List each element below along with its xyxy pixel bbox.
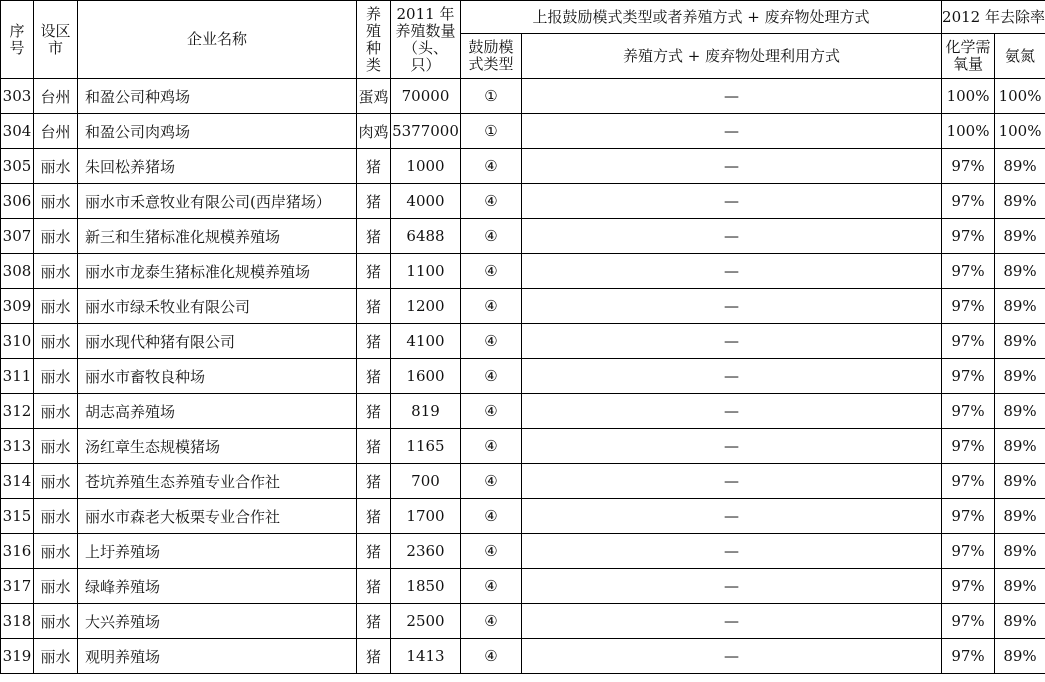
cell-mode: ①: [461, 79, 522, 114]
cell-cod: 97%: [942, 569, 995, 604]
cell-seq: 305: [1, 149, 34, 184]
cell-company: 丽水市森老大板栗专业合作社: [78, 499, 357, 534]
table-row: [1, 324, 1045, 359]
cell-mode: ④: [461, 499, 522, 534]
cell-mode: ①: [461, 114, 522, 149]
cell-seq: 317: [1, 569, 34, 604]
cell-method: —: [522, 149, 942, 184]
cell-cod: 97%: [942, 359, 995, 394]
cell-cod: 97%: [942, 604, 995, 639]
cell-city: 丽水: [34, 254, 78, 289]
cell-species: 猪: [357, 499, 391, 534]
cell-cod: 97%: [942, 184, 995, 219]
cell-method: —: [522, 324, 942, 359]
cell-nh3: 89%: [995, 429, 1045, 464]
cell-method: —: [522, 184, 942, 219]
cell-count: 819: [391, 394, 461, 429]
cell-seq: 312: [1, 394, 34, 429]
cell-count: 2500: [391, 604, 461, 639]
table-row: [1, 499, 1045, 534]
cell-company: 和盈公司种鸡场: [78, 79, 357, 114]
cell-mode: ④: [461, 534, 522, 569]
cell-count: 1200: [391, 289, 461, 324]
cell-mode: ④: [461, 219, 522, 254]
cell-cod: 97%: [942, 394, 995, 429]
cell-cod: 100%: [942, 114, 995, 149]
cell-species: 蛋鸡: [357, 79, 391, 114]
cell-species: 猪: [357, 219, 391, 254]
cell-nh3: 89%: [995, 359, 1045, 394]
cell-nh3: 89%: [995, 639, 1045, 674]
cell-city: 台州: [34, 114, 78, 149]
table-row: [1, 149, 1045, 184]
cell-cod: 97%: [942, 639, 995, 674]
table-row: [1, 359, 1045, 394]
cell-company: 胡志高养殖场: [78, 394, 357, 429]
cell-nh3: 89%: [995, 499, 1045, 534]
cell-method: —: [522, 79, 942, 114]
cell-company: 上圩养殖场: [78, 534, 357, 569]
cell-species: 猪: [357, 639, 391, 674]
cell-city: 丽水: [34, 394, 78, 429]
cell-count: 1165: [391, 429, 461, 464]
cell-cod: 97%: [942, 324, 995, 359]
cell-mode: ④: [461, 569, 522, 604]
cell-seq: 319: [1, 639, 34, 674]
cell-nh3: 89%: [995, 604, 1045, 639]
cell-nh3: 89%: [995, 534, 1045, 569]
cell-nh3: 89%: [995, 289, 1045, 324]
cell-species: 猪: [357, 569, 391, 604]
cell-seq: 310: [1, 324, 34, 359]
cell-city: 丽水: [34, 569, 78, 604]
cell-company: 丽水市绿禾牧业有限公司: [78, 289, 357, 324]
header-mode-type: 鼓励模式类型: [461, 34, 522, 79]
table-row: [1, 219, 1045, 254]
cell-cod: 97%: [942, 219, 995, 254]
table-row: [1, 184, 1045, 219]
cell-nh3: 89%: [995, 184, 1045, 219]
cell-mode: ④: [461, 604, 522, 639]
cell-cod: 97%: [942, 254, 995, 289]
cell-seq: 311: [1, 359, 34, 394]
cell-method: —: [522, 359, 942, 394]
header-species: 养殖种类: [357, 1, 391, 79]
cell-count: 70000: [391, 79, 461, 114]
cell-count: 1000: [391, 149, 461, 184]
cell-city: 丽水: [34, 359, 78, 394]
cell-seq: 316: [1, 534, 34, 569]
cell-cod: 97%: [942, 464, 995, 499]
cell-mode: ④: [461, 359, 522, 394]
cell-seq: 304: [1, 114, 34, 149]
cell-mode: ④: [461, 394, 522, 429]
cell-method: —: [522, 254, 942, 289]
table-row: [1, 639, 1045, 674]
cell-company: 苍坑养殖生态养殖专业合作社: [78, 464, 357, 499]
cell-method: —: [522, 604, 942, 639]
cell-species: 肉鸡: [357, 114, 391, 149]
cell-species: 猪: [357, 324, 391, 359]
cell-nh3: 89%: [995, 569, 1045, 604]
table-row: [1, 394, 1045, 429]
cell-method: —: [522, 534, 942, 569]
cell-count: 1600: [391, 359, 461, 394]
cell-city: 丽水: [34, 639, 78, 674]
cell-seq: 318: [1, 604, 34, 639]
cell-company: 大兴养殖场: [78, 604, 357, 639]
cell-seq: 307: [1, 219, 34, 254]
header-seq: 序号: [1, 1, 34, 79]
cell-species: 猪: [357, 429, 391, 464]
cell-seq: 315: [1, 499, 34, 534]
cell-count: 2360: [391, 534, 461, 569]
cell-cod: 100%: [942, 79, 995, 114]
cell-mode: ④: [461, 149, 522, 184]
cell-seq: 313: [1, 429, 34, 464]
cell-nh3: 89%: [995, 324, 1045, 359]
cell-species: 猪: [357, 464, 391, 499]
cell-city: 丽水: [34, 184, 78, 219]
cell-seq: 309: [1, 289, 34, 324]
cell-method: —: [522, 569, 942, 604]
table-body: [1, 79, 1045, 674]
header-company: 企业名称: [78, 1, 357, 79]
cell-count: 1850: [391, 569, 461, 604]
cell-method: —: [522, 219, 942, 254]
cell-count: 6488: [391, 219, 461, 254]
cell-species: 猪: [357, 254, 391, 289]
cell-count: 1413: [391, 639, 461, 674]
cell-city: 丽水: [34, 534, 78, 569]
cell-mode: ④: [461, 429, 522, 464]
cell-count: 4100: [391, 324, 461, 359]
cell-species: 猪: [357, 184, 391, 219]
cell-company: 丽水市畜牧良种场: [78, 359, 357, 394]
header-city: 设区市: [34, 1, 78, 79]
cell-city: 台州: [34, 79, 78, 114]
cell-nh3: 89%: [995, 394, 1045, 429]
cell-company: 丽水市龙泰生猪标准化规模养殖场: [78, 254, 357, 289]
cell-seq: 303: [1, 79, 34, 114]
cell-count: 1700: [391, 499, 461, 534]
cell-city: 丽水: [34, 499, 78, 534]
cell-mode: ④: [461, 639, 522, 674]
cell-method: —: [522, 639, 942, 674]
cell-nh3: 89%: [995, 254, 1045, 289]
cell-company: 朱回松养猪场: [78, 149, 357, 184]
cell-method: —: [522, 114, 942, 149]
cell-species: 猪: [357, 359, 391, 394]
cell-city: 丽水: [34, 219, 78, 254]
cell-city: 丽水: [34, 149, 78, 184]
cell-mode: ④: [461, 254, 522, 289]
cell-company: 绿峰养殖场: [78, 569, 357, 604]
cell-company: 观明养殖场: [78, 639, 357, 674]
cell-count: 5377000: [391, 114, 461, 149]
cell-city: 丽水: [34, 464, 78, 499]
cell-method: —: [522, 289, 942, 324]
cell-city: 丽水: [34, 429, 78, 464]
table-row: [1, 254, 1045, 289]
header-removal-group: 2012 年去除率: [942, 1, 1045, 34]
cell-method: —: [522, 394, 942, 429]
cell-city: 丽水: [34, 604, 78, 639]
cell-nh3: 89%: [995, 464, 1045, 499]
cell-mode: ④: [461, 289, 522, 324]
cell-city: 丽水: [34, 324, 78, 359]
header-nh3: 氨氮: [995, 34, 1045, 79]
table-row: [1, 464, 1045, 499]
cell-species: 猪: [357, 534, 391, 569]
table-header: [1, 1, 1045, 79]
cell-company: 和盈公司肉鸡场: [78, 114, 357, 149]
table-row: [1, 114, 1045, 149]
table-row: [1, 604, 1045, 639]
header-report-group: 上报鼓励模式类型或者养殖方式 + 废弃物处理方式: [461, 1, 942, 34]
header-cod: 化学需氧量: [942, 34, 995, 79]
table-row: [1, 569, 1045, 604]
cell-company: 丽水市禾意牧业有限公司(西岸猪场）: [78, 184, 357, 219]
table-row: [1, 429, 1045, 464]
cell-mode: ④: [461, 464, 522, 499]
cell-cod: 97%: [942, 289, 995, 324]
cell-company: 丽水现代种猪有限公司: [78, 324, 357, 359]
cell-nh3: 100%: [995, 79, 1045, 114]
header-method: 养殖方式 + 废弃物处理利用方式: [522, 34, 942, 79]
cell-company: 汤红章生态规模猪场: [78, 429, 357, 464]
cell-company: 新三和生猪标准化规模养殖场: [78, 219, 357, 254]
cell-nh3: 100%: [995, 114, 1045, 149]
cell-cod: 97%: [942, 499, 995, 534]
cell-seq: 314: [1, 464, 34, 499]
cell-method: —: [522, 499, 942, 534]
cell-species: 猪: [357, 394, 391, 429]
cell-cod: 97%: [942, 534, 995, 569]
table-row: [1, 79, 1045, 114]
cell-seq: 308: [1, 254, 34, 289]
cell-method: —: [522, 464, 942, 499]
cell-nh3: 89%: [995, 149, 1045, 184]
cell-nh3: 89%: [995, 219, 1045, 254]
cell-count: 4000: [391, 184, 461, 219]
cell-species: 猪: [357, 604, 391, 639]
cell-cod: 97%: [942, 149, 995, 184]
cell-mode: ④: [461, 324, 522, 359]
header-count: 2011 年养殖数量（头、只）: [391, 1, 461, 79]
cell-species: 猪: [357, 289, 391, 324]
cell-count: 1100: [391, 254, 461, 289]
cell-cod: 97%: [942, 429, 995, 464]
cell-count: 700: [391, 464, 461, 499]
cell-method: —: [522, 429, 942, 464]
table-row: [1, 289, 1045, 324]
cell-city: 丽水: [34, 289, 78, 324]
cell-seq: 306: [1, 184, 34, 219]
table-row: [1, 534, 1045, 569]
cell-species: 猪: [357, 149, 391, 184]
cell-mode: ④: [461, 184, 522, 219]
